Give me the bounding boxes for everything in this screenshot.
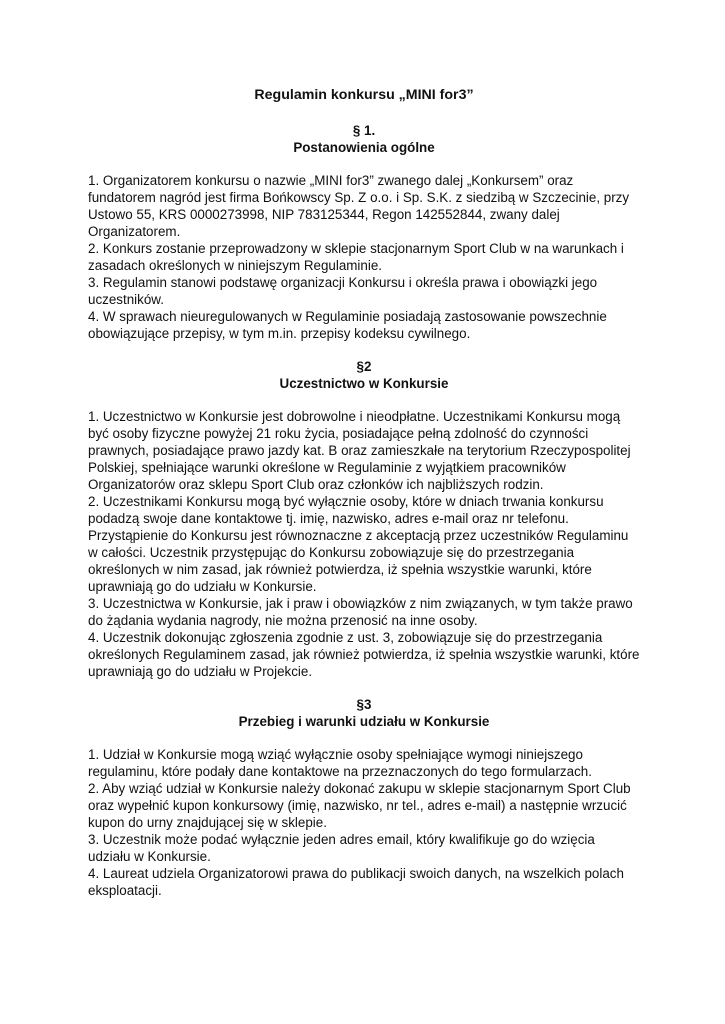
section-3-heading — [88, 696, 640, 730]
section-3-paragraph-2: 2. Aby wziąć udział w Konkursie należy dokonać zakupu w sklepie stacjonarnym Sport Club oraz wypełnić kupon konkursowy (imię, nazwisko, nr tel., adres e-mail) a następnie wrzucić kupon do urny znajdującej się w sklepie. — [88, 781, 631, 830]
section-3-name: Przebieg i warunki udziału w Konkursie — [238, 714, 490, 729]
section-3-paragraph-3: 3. Uczestnik może podać wyłącznie jeden adres email, który kwalifikuje go do wzięcia udziału w Konkursie. — [88, 832, 595, 864]
section-1-heading — [88, 122, 640, 156]
section-1-body — [88, 172, 640, 342]
section-3-paragraph-4: 4. Laureat udziela Organizatorowi prawa do publikacji swoich danych, na wszelkich polach eksploatacji. — [88, 866, 624, 898]
section-2-paragraph-1: 1. Uczestnictwo w Konkursie jest dobrowolne i nieodpłatne. Uczestnikami Konkursu mogą być osoby fizyczne powyżej 21 roku życia, posiadające pełną zdolność do czynności prawnych, posiadające prawo jazdy kat. B oraz zamieszkałe na terytorium Rzeczypospolitej Polskiej, spełniające warunki określone w Regulaminie z wyjątkiem pracowników Organizatorów oraz sklepu Sport Club oraz członków ich najbliższych rodzin. — [88, 409, 631, 492]
section-1-name: Postanowienia ogólne — [293, 140, 435, 155]
section-1-paragraph-1: 1. Organizatorem konkursu o nazwie „MINI for3” zwanego dalej „Konkursem” oraz fundatorem nagród jest firma Bońkowscy Sp. Z o.o. i Sp. S.K. z siedzibą w Szczecinie, przy Ustowo 55, KRS 0000273998, NIP 783125344, Regon 142552844, zwany dalej Organizatorem. — [88, 173, 630, 239]
section-3-number: §3 — [356, 697, 372, 712]
section-2-number: §2 — [356, 359, 372, 374]
section-2-paragraph-4: 4. Uczestnik dokonując zgłoszenia zgodnie z ust. 3, zobowiązuje się do przestrzegania określonych Regulaminem zasad, jak również potwierdza, iż spełnia wszystkie warunki, które uprawniają go do udziału w Projekcie. — [88, 630, 640, 679]
section-3-body — [88, 746, 640, 899]
section-3-paragraph-1: 1. Udział w Konkursie mogą wziąć wyłącznie osoby spełniające wymogi niniejszego regulaminu, które podały dane kontaktowe na przeznaczonych do tego formularzach. — [88, 747, 592, 779]
section-1-paragraph-3: 3. Regulamin stanowi podstawę organizacji Konkursu i określa prawa i obowiązki jego uczestników. — [88, 275, 598, 307]
section-2-paragraph-3: 3. Uczestnictwa w Konkursie, jak i praw i obowiązków z nim związanych, w tym także prawo do żądania wydania nagrody, nie można przenosić na inne osoby. — [88, 596, 633, 628]
document-page — [88, 86, 640, 915]
section-1-number: § 1. — [352, 123, 376, 138]
section-2-name: Uczestnictwo w Konkursie — [279, 376, 449, 391]
section-2-paragraph-2: 2. Uczestnikami Konkursu mogą być wyłącznie osoby, które w dniach trwania konkursu podadzą swoje dane kontaktowe tj. imię, nazwisko, adres e-mail oraz nr telefonu. Przystąpienie do Konkursu jest równoznaczne z akceptacją przez uczestników Regulaminu w całości. Uczestnik przystępując do Konkursu zobowiązuje się do przestrzegania określonych w nim zasad, jak również potwierdza, iż spełnia wszystkie warunki, które uprawniają go do udziału w Konkursie. — [88, 494, 629, 594]
document-title: Regulamin konkursu „MINI for3” — [254, 87, 474, 103]
section-2-heading — [88, 358, 640, 392]
section-1-paragraph-4: 4. W sprawach nieuregulowanych w Regulaminie posiadają zastosowanie powszechnie obowiązujące przepisy, w tym m.in. przepisy kodeksu cywilnego. — [88, 309, 607, 341]
section-2-body — [88, 408, 640, 680]
section-1-paragraph-2: 2. Konkurs zostanie przeprowadzony w sklepie stacjonarnym Sport Club w na warunkach i zasadach określonych w niniejszym Regulaminie. — [88, 241, 624, 273]
